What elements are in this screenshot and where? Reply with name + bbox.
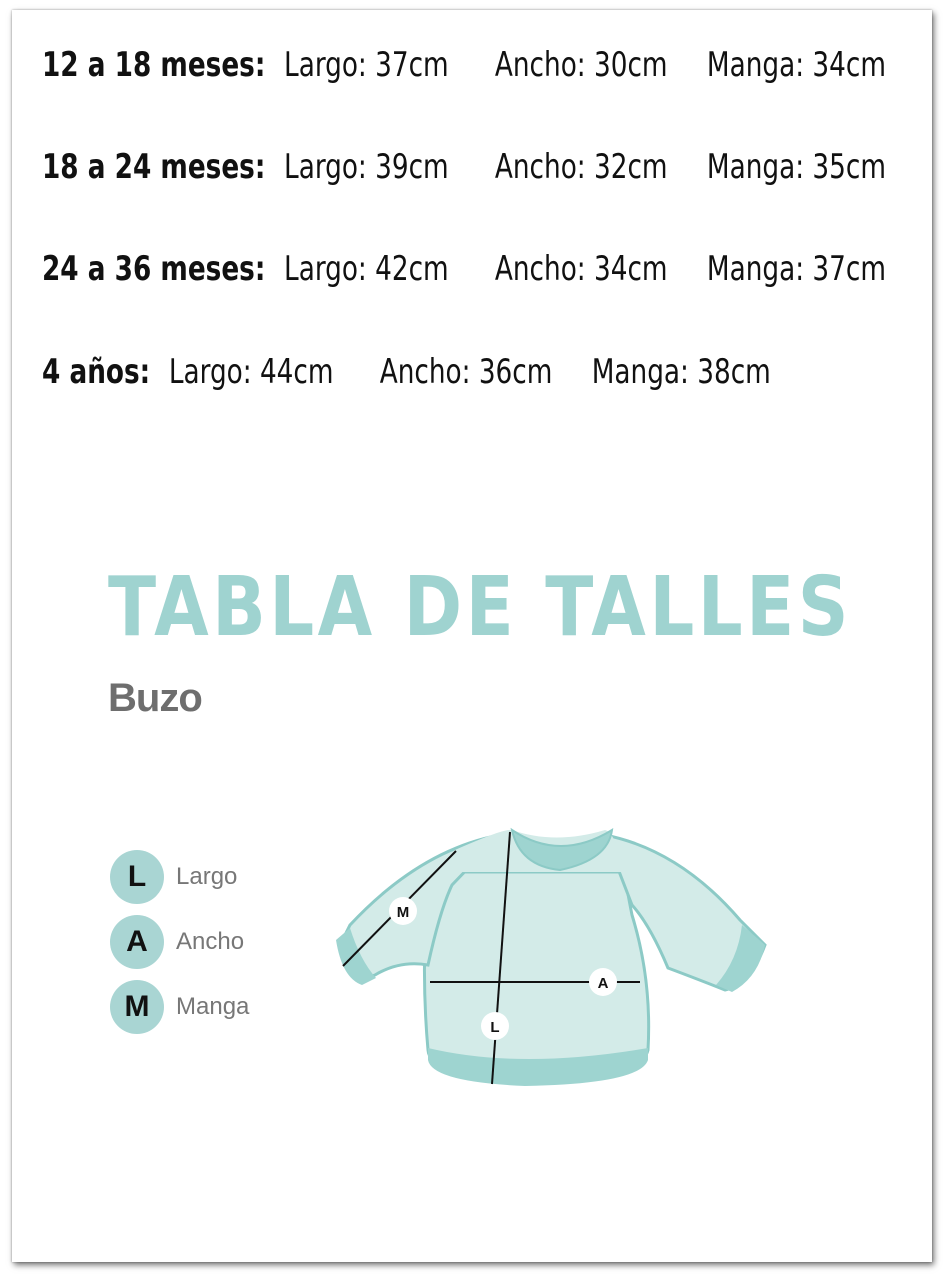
legend-item-manga — [110, 975, 249, 1039]
size-label: 18 a 24 meses: — [42, 146, 266, 187]
size-row-12-18 — [42, 43, 886, 93]
manga-value: Manga: 37cm — [706, 248, 886, 289]
ancho-value: Ancho: 32cm — [494, 146, 668, 187]
ancho-value: Ancho: 36cm — [379, 351, 553, 392]
largo-value: Largo: 37cm — [284, 44, 449, 85]
size-row-18-24 — [42, 145, 886, 195]
manga-value: Manga: 38cm — [591, 351, 771, 392]
sweater-diagram — [330, 820, 770, 1100]
largo-value: Largo: 42cm — [284, 248, 449, 289]
sweater-illustration — [336, 830, 765, 1086]
manga-value: Manga: 34cm — [706, 44, 886, 85]
legend-item-largo — [110, 845, 249, 909]
legend-badge: A — [110, 915, 164, 969]
legend-label: Ancho — [176, 928, 245, 955]
ancho-value: Ancho: 30cm — [494, 44, 668, 85]
legend-badge: L — [110, 850, 164, 904]
size-label: 24 a 36 meses: — [42, 248, 266, 289]
garment-subtitle: Buzo — [108, 676, 202, 720]
size-label: 4 años: — [42, 351, 151, 392]
legend-badge: M — [110, 980, 164, 1034]
ancho-marker-label: A — [597, 975, 609, 992]
size-row-4-anos — [42, 350, 771, 400]
ancho-value: Ancho: 34cm — [494, 248, 668, 289]
manga-value: Manga: 35cm — [706, 146, 886, 187]
largo-value: Largo: 39cm — [284, 146, 449, 187]
legend-label: Manga — [176, 993, 250, 1020]
legend-label: Largo — [176, 863, 238, 890]
size-row-24-36 — [42, 247, 886, 297]
largo-value: Largo: 44cm — [168, 351, 334, 392]
size-label: 12 a 18 meses: — [42, 44, 266, 85]
largo-marker-label: L — [490, 1019, 500, 1036]
size-chart-title: TABLA DE TALLES — [108, 560, 852, 655]
measurement-legend — [110, 845, 249, 1040]
manga-marker-label: M — [396, 904, 410, 921]
legend-item-ancho — [110, 910, 249, 974]
